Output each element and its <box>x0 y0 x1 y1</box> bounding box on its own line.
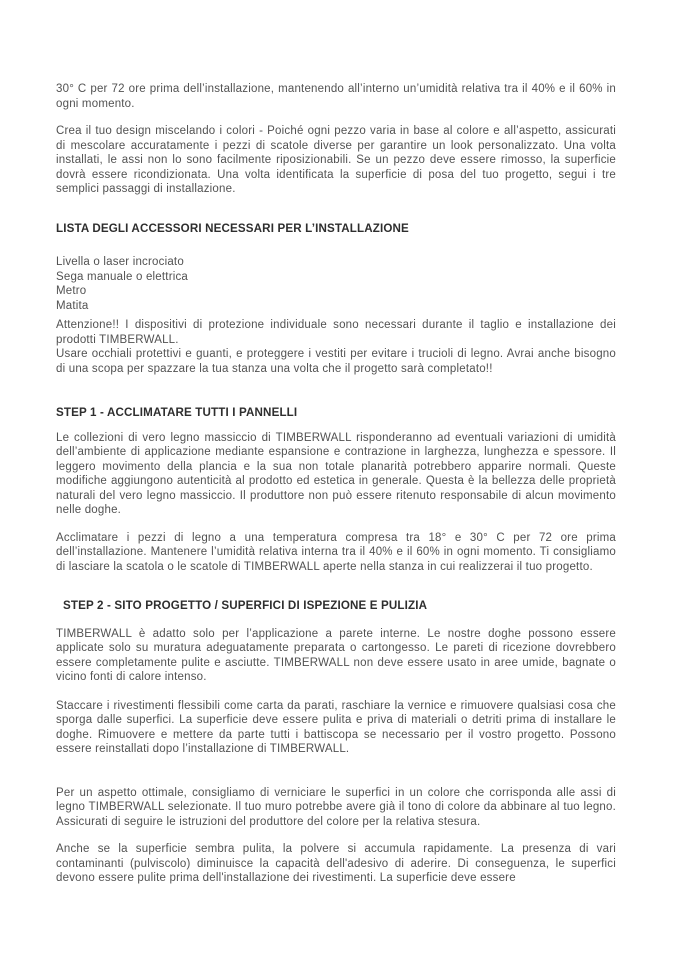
step2-paragraph-1: TIMBERWALL è adatto solo per l’applicazione a parete interne. Le nostre doghe possono essere applicate solo su muratura adeguatamente preparata o cartongesso. Le pareti di ricezione dovrebbero essere completamente pulite e asciutte. TIMBERWALL non deve essere usato in aree umide, bagnate o vicino fonti di calore intenso. <box>56 627 616 683</box>
step2-paragraph-4: Anche se la superficie sembra pulita, la polvere si accumula rapidamente. La presenza di vari contaminanti (pulviscolo) diminuisce la capacità dell'adesivo di aderire. Di conseguenza, le superfici devono essere pulite prima dell'installazione dei rivestimenti. La superficie deve essere <box>56 843 616 884</box>
step1-paragraph-2: Acclimatare i pezzi di legno a una temperatura compresa tra 18° e 30° C per 72 ore prima dell’installazione. Mantenere l’umidità relativa interna tra il 40% e il 60% in ogni momento. Ti consigliamo di lasciare la scatola o le scatole di TIMBERWALL aperte nella stanza in cui realizzerai il tuo progetto. <box>56 531 616 573</box>
accessories-list-heading: LISTA DEGLI ACCESSORI NECESSARI PER L’INSTALLAZIONE <box>56 221 409 235</box>
accessories-list-item: Sega manuale o elettrica <box>56 270 189 283</box>
warning-line-1: Attenzione!! I dispositivi di protezione individuale sono necessari durante il taglio e installazione dei prodotti TIMBERWALL. <box>56 319 616 346</box>
accessories-list-item: Metro <box>56 285 87 297</box>
step1-heading: STEP 1 - ACCLIMATARE TUTTI I PANNELLI <box>56 406 298 419</box>
accessories-list <box>56 255 616 313</box>
intro-paragraph-2: Crea il tuo design miscelando i colori - Poiché ogni pezzo varia in base al colore e all’aspetto, assicurati di mescolare accuratamente i pezzi di scatole diverse per garantire un look personalizzato. Una volta installati, le assi non lo sono facilmente riposizionabili. Se un pezzo deve essere rimosso, la superficie dovrà essere ricondizionata. Una volta identificata la superficie di posa del tuo progetto, segui i tre semplici passaggi di installazione. <box>56 125 616 195</box>
accessories-list-item: Matita <box>56 299 89 312</box>
intro-paragraph-1: 30° C per 72 ore prima dell’installazione, mantenendo all’interno un’umidità relativa tra il 40% e il 60% in ogni momento. <box>56 83 616 110</box>
step2-paragraph-2: Staccare i rivestimenti flessibili come carta da parati, raschiare la vernice e rimuovere qualsiasi cosa che sporga dalle superfici. La superficie deve essere pulita e priva di materiali o detriti prima di installare le doghe. Rimuovere e mettere da parte tutti i battiscopa se necessario per il vostro progetto. Possono essere reinstallati dopo l’installazione di TIMBERWALL. <box>56 699 616 755</box>
warning-paragraph <box>56 318 616 376</box>
step2-paragraph-3: Per un aspetto ottimale, consigliamo di verniciare le superfici in un colore che corrisponda alle assi di legno TIMBERWALL selezionate. Il tuo muro potrebbe avere già il tono di colore da abbinare al tuo legno. Assicurati di seguire le istruzioni del produttore del colore per la relativa stesura. <box>56 786 616 828</box>
warning-line-2: Usare occhiali protettivi e guanti, e proteggere i vestiti per evitare i trucioli di legno. Avrai anche bisogno di una scopa per spazzare la tua stanza una volta che il progetto sarà completato!! <box>56 348 616 375</box>
accessories-list-item: Livella o laser incrociato <box>56 256 184 268</box>
step2-heading: STEP 2 - SITO PROGETTO / SUPERFICI DI ISPEZIONE E PULIZIA <box>63 599 428 612</box>
step1-paragraph-1: Le collezioni di vero legno massiccio di TIMBERWALL risponderanno ad eventuali variazioni di umidità dell’ambiente di applicazione mediante espansione e contrazione in larghezza, lunghezza e spessore. Il leggero movimento della plancia e la sua non totale planarità potrebbero apparire normali. Queste modifiche aggiungono autenticità al prodotto ed estetica in generale. Questa è la bellezza delle proprietà naturali del vero legno massiccio. Il produttore non può essere ritenuto responsabile di alcun movimento nelle doghe. <box>56 431 616 516</box>
document-content <box>56 82 616 886</box>
